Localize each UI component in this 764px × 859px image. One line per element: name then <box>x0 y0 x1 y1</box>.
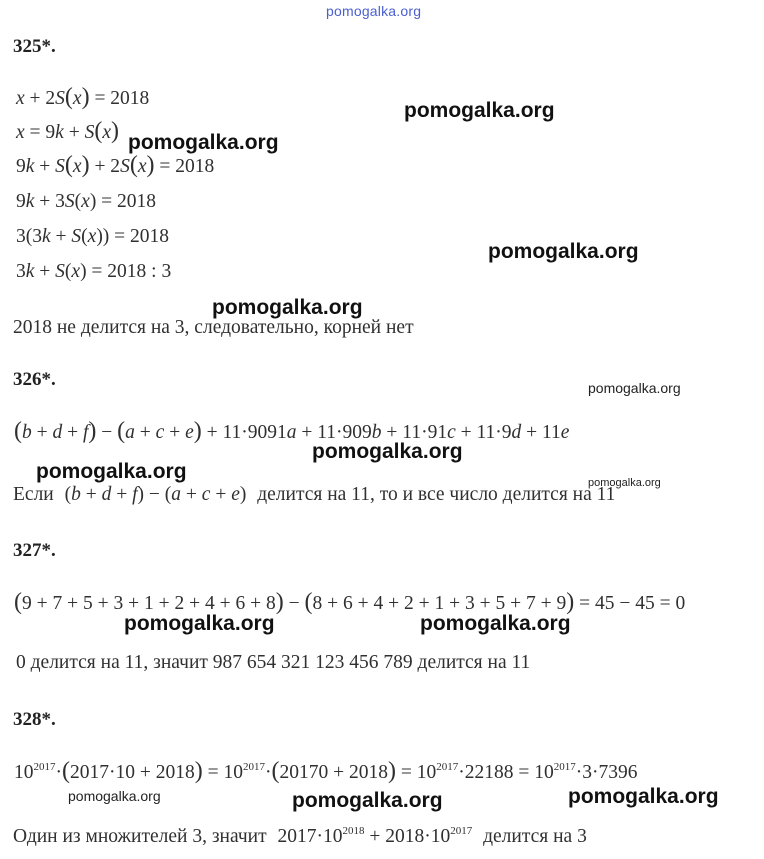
watermark: pomogalka.org <box>488 240 639 263</box>
problem-326-conclusion <box>13 484 615 506</box>
problem-328-conclusion-suffix: делится на 3 <box>483 826 587 847</box>
watermark: pomogalka.org <box>292 789 443 812</box>
problem-327-label: 327*. <box>13 540 56 561</box>
problem-325-conclusion: 2018 не делится на 3, следовательно, корней нет <box>13 317 414 338</box>
watermark: pomogalka.org <box>588 477 661 489</box>
problem-328-label: 328*. <box>13 709 56 730</box>
watermark: pomogalka.org <box>212 296 363 319</box>
problem-325-label: 325*. <box>13 36 56 57</box>
problem-326-conclusion-prefix: Если <box>13 484 54 505</box>
equation-325-line-2: x = 9k + S(x) <box>16 118 119 144</box>
watermark: pomogalka.org <box>568 785 719 808</box>
watermark: pomogalka.org <box>312 440 463 463</box>
problem-328-conclusion-prefix: Один из множителей 3, значит <box>13 826 267 847</box>
equation-325-line-6: 3k + S(x) = 2018 : 3 <box>16 261 172 282</box>
watermark: pomogalka.org <box>420 612 571 635</box>
problem-326-label: 326*. <box>13 369 56 390</box>
watermark: pomogalka.org <box>68 788 161 804</box>
equation-327: (9 + 7 + 5 + 3 + 1 + 2 + 4 + 6 + 8) − (8 + 6 + 4 + 2 + 1 + 3 + 5 + 7 + 9) = 45 − 45 = 0 <box>14 589 686 615</box>
watermark: pomogalka.org <box>124 612 275 635</box>
watermark: pomogalka.org <box>588 380 681 396</box>
problem-328-conclusion <box>13 826 587 848</box>
equation-326: (b + d + f) − (a + c + e) + 11·9091a + 11·909b + 11·91c + 11·9d + 11e <box>14 418 570 444</box>
equation-325-line-1: x + 2S(x) = 2018 <box>16 84 150 110</box>
problem-327-conclusion: 0 делится на 11, значит 987 654 321 123 456 789 делится на 11 <box>16 652 531 673</box>
equation-326-inline: (b + d + f) − (a + c + e) <box>64 484 247 505</box>
watermark-top[interactable]: pomogalka.org <box>326 3 422 19</box>
equation-328: $10^{2017}\cdot(2017\cdot 10 + 2018) = 10^{2017}\cdot(20170 + 2018) = 10^{2017}\cdot 22188 = 10^{2017}\cdot 3\cdot 7396$ <box>14 758 638 784</box>
watermark: pomogalka.org <box>36 460 187 483</box>
equation-325-line-4: 9k + 3S(x) = 2018 <box>16 191 157 212</box>
equation-325-line-3: 9k + S(x) + 2S(x) = 2018 <box>16 152 215 178</box>
watermark: pomogalka.org <box>128 131 279 154</box>
watermark: pomogalka.org <box>404 99 555 122</box>
equation-325-line-5: 3(3k + S(x)) = 2018 <box>16 226 170 247</box>
problem-326-conclusion-suffix: делится на 11, то и все число делится на 11 <box>257 484 616 505</box>
equation-328-inline: $2017\cdot 10^{2018} + 2018\cdot 10^{2017}$ <box>277 825 473 847</box>
